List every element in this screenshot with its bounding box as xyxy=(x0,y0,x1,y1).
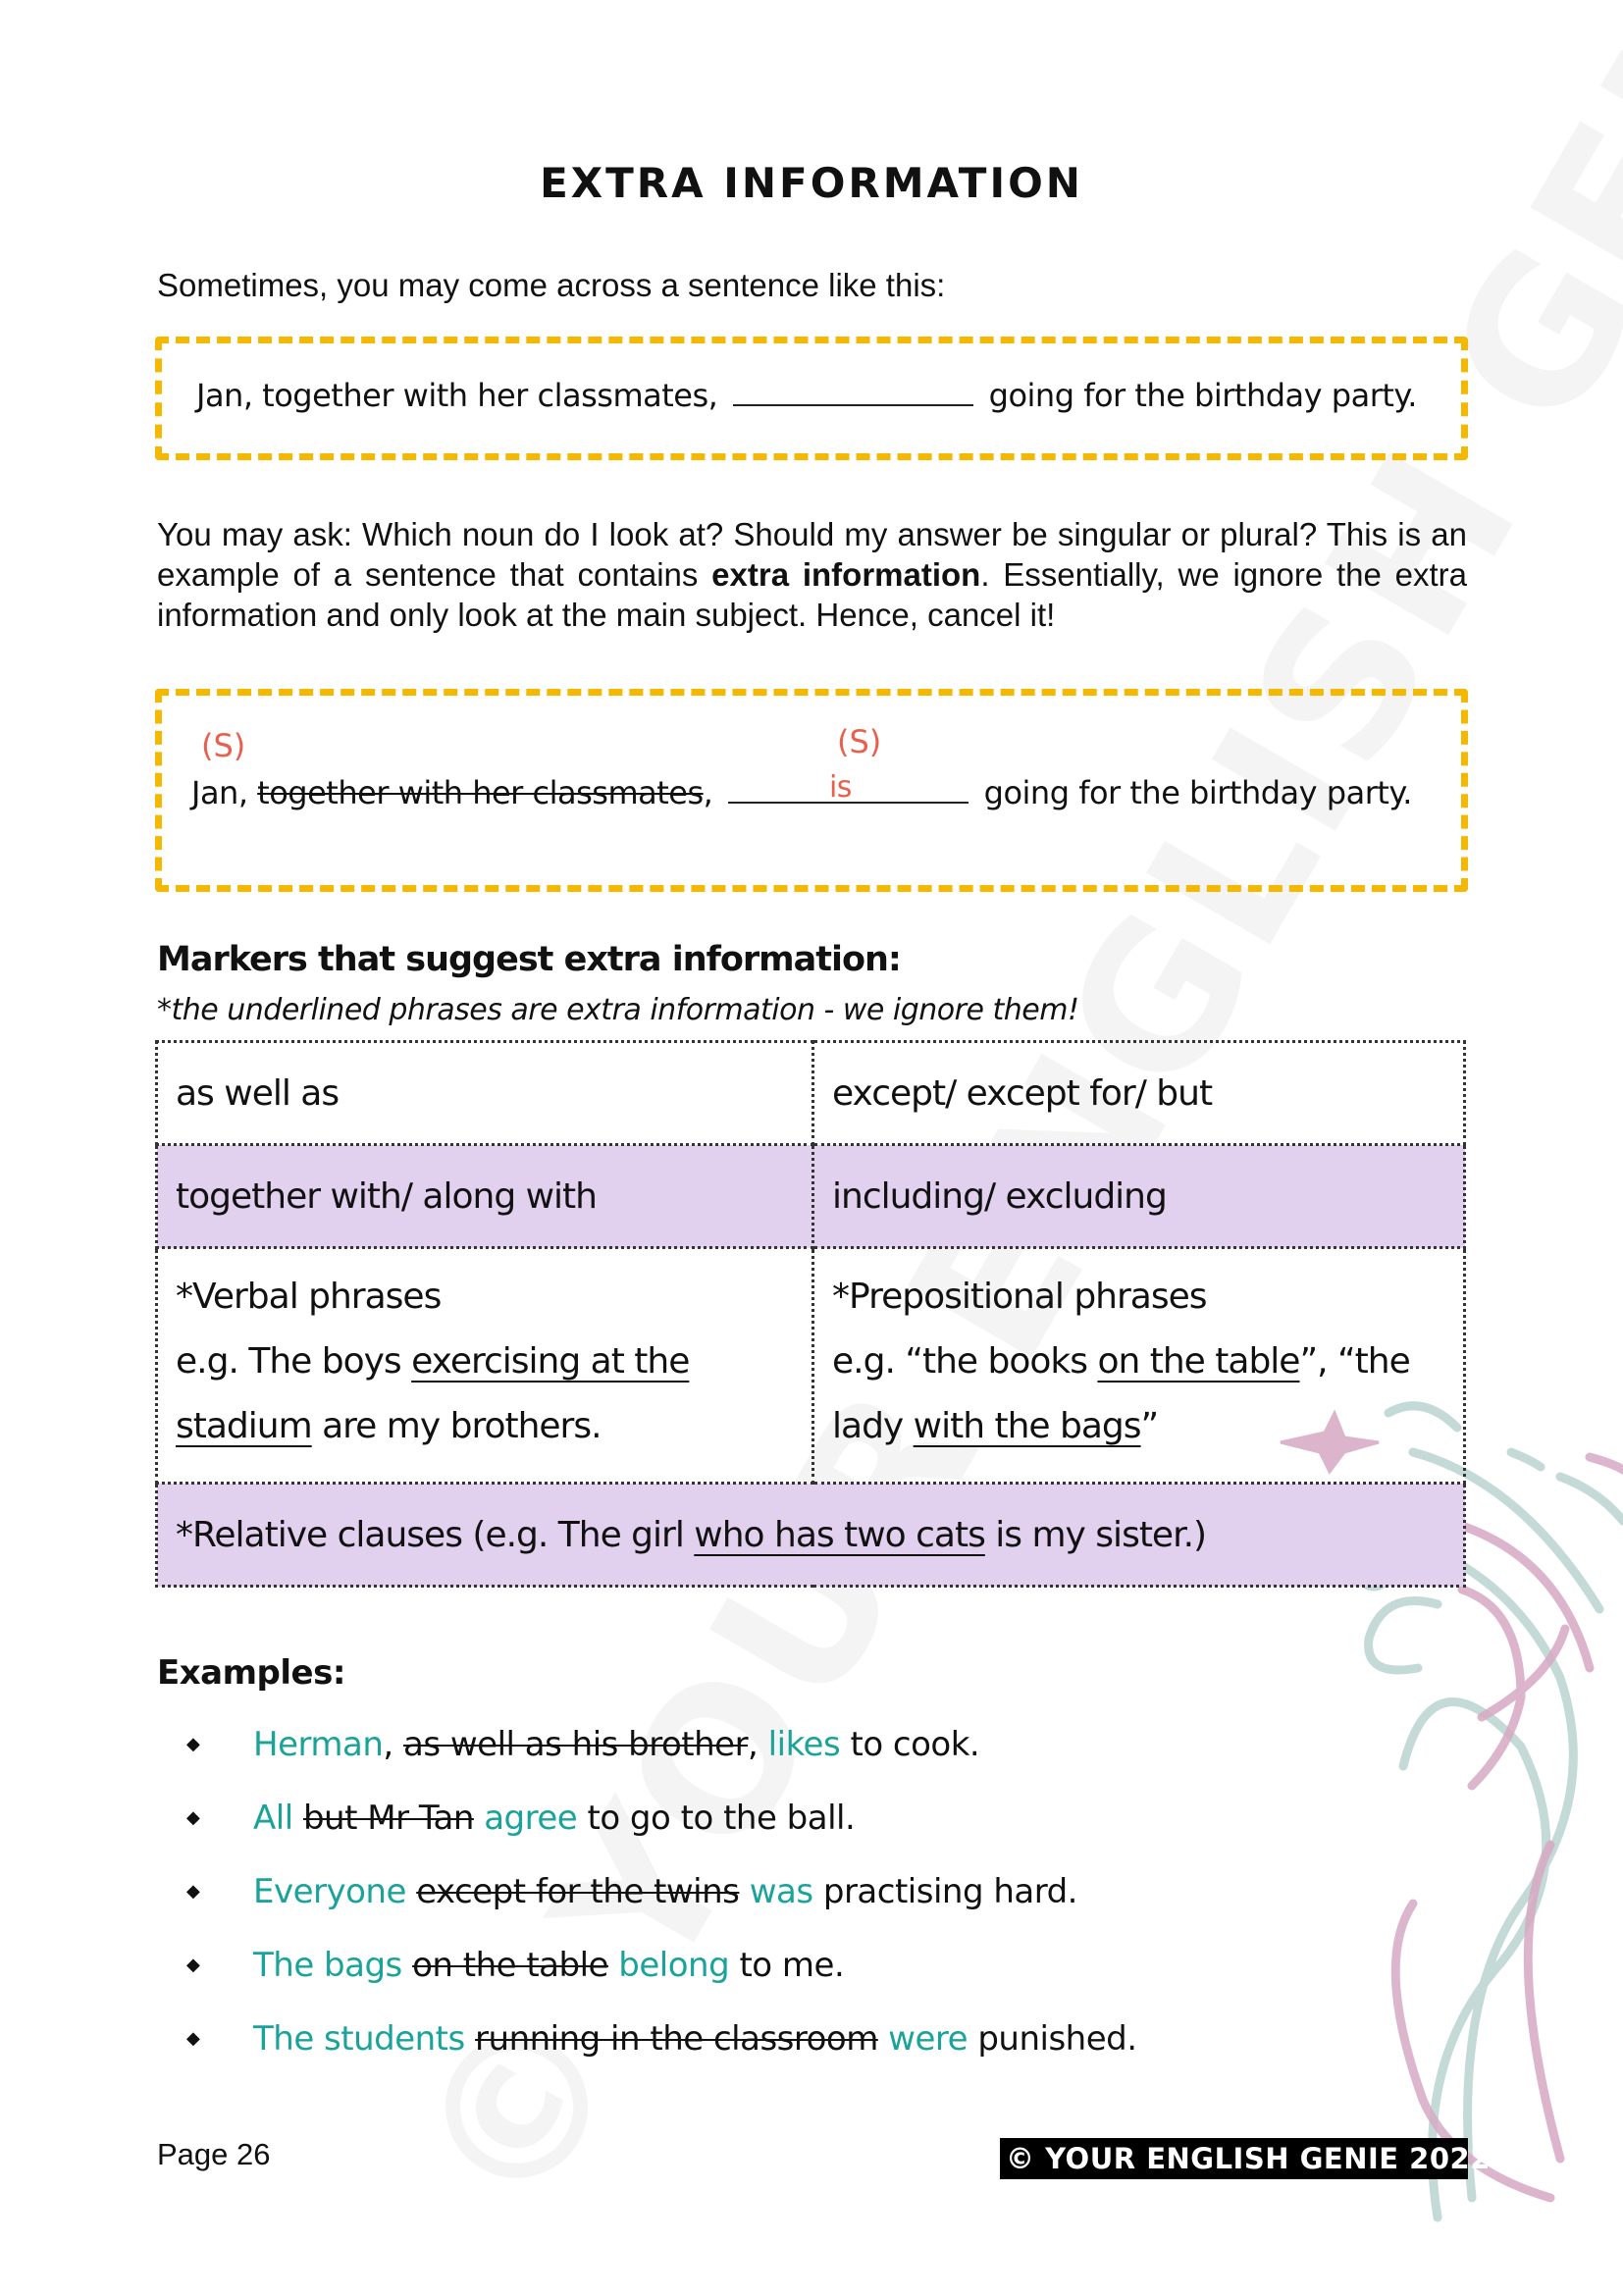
explanation-paragraph xyxy=(157,514,1467,635)
verb: was xyxy=(749,1871,813,1911)
separator xyxy=(878,2019,888,2059)
explanation-text-1: You may ask: Which noun do I look at? Should my answer be singular or plural? This is an example of a sentence that contains xyxy=(157,516,1467,593)
struck-extra-info: running in the classroom xyxy=(475,2018,878,2059)
subject-marker: (S) xyxy=(201,727,246,764)
answer-blank xyxy=(728,770,969,805)
explanation-text-2: . Essentially, we ignore the extra information and only look at the main subject. Hence, cancel it! xyxy=(157,556,1467,633)
table-cell: including/ excluding xyxy=(813,1145,1465,1248)
page-number: Page 26 xyxy=(157,2137,271,2171)
example-text: is my sister.) xyxy=(984,1514,1207,1555)
explanation-bold: extra information xyxy=(711,556,981,593)
subject: The students xyxy=(253,2018,465,2059)
markers-note: *the underlined phrases are extra information - we ignore them! xyxy=(157,993,1079,1027)
table-row xyxy=(157,1145,1465,1248)
verbal-phrases-cell xyxy=(157,1248,813,1484)
list-item xyxy=(186,1854,1137,1928)
subject: All xyxy=(253,1798,293,1838)
cell-example xyxy=(832,1330,1445,1394)
page-title: EXTRA INFORMATION xyxy=(540,159,1083,207)
struck-extra-info: as well as his brother xyxy=(403,1724,749,1764)
example-text: ” xyxy=(1140,1406,1159,1446)
verb: likes xyxy=(767,1724,841,1764)
struck-extra-info: but Mr Tan xyxy=(302,1798,474,1838)
separator xyxy=(406,1872,416,1911)
cell-example-cont xyxy=(176,1394,794,1459)
struck-extra-info: together with her classmates xyxy=(257,774,704,811)
solved-sentence-box xyxy=(155,689,1468,892)
separator xyxy=(474,1799,484,1838)
cell-title: *Prepositional phrases xyxy=(832,1277,1207,1317)
examples-list xyxy=(186,1707,1137,2075)
table-cell: as well as xyxy=(157,1042,813,1145)
table-cell: together with/ along with xyxy=(157,1145,813,1248)
underlined-phrase: with the bags xyxy=(913,1406,1141,1446)
separator xyxy=(739,1872,749,1911)
underlined-phrase: stadium xyxy=(176,1406,312,1446)
separator xyxy=(293,1799,303,1838)
sentence-start: Jan, together with her classmates, xyxy=(196,377,718,414)
example-text: e.g. “the books xyxy=(832,1341,1098,1382)
sentence-end: going for the birthday party. xyxy=(988,377,1417,414)
separator: , xyxy=(383,1724,403,1764)
subject-marker: (S) xyxy=(837,723,882,760)
answer-blank xyxy=(733,381,973,406)
example-text: ”, “the xyxy=(1299,1341,1410,1382)
cell-example xyxy=(176,1330,794,1394)
example-text: are my brothers. xyxy=(311,1406,602,1446)
copyright-banner: © YOUR ENGLISH GENIE 2022 xyxy=(1000,2138,1468,2179)
solved-sentence xyxy=(191,770,1412,811)
cell-title: *Verbal phrases xyxy=(176,1277,442,1317)
answer-word: is xyxy=(828,770,852,805)
struck-extra-info: on the table xyxy=(412,1945,608,1985)
table-row xyxy=(157,1042,1465,1145)
example-sentence xyxy=(196,377,1417,414)
diamond-bullet-icon: ◆ xyxy=(186,1734,200,1754)
list-item xyxy=(186,1781,1137,1854)
rest: to cook. xyxy=(840,1724,980,1764)
underlined-phrase: who has two cats xyxy=(694,1514,985,1555)
diamond-bullet-icon: ◆ xyxy=(186,1807,200,1828)
diamond-bullet-icon: ◆ xyxy=(186,2028,200,2049)
sentence-subject: Jan, xyxy=(191,774,248,811)
rest: to me. xyxy=(729,1945,845,1985)
subject: Herman xyxy=(253,1724,384,1764)
verb: were xyxy=(888,2018,969,2059)
example-sentence-box xyxy=(155,337,1468,460)
example-text: *Relative clauses (e.g. The girl xyxy=(176,1514,695,1555)
markers-table xyxy=(155,1040,1466,1588)
struck-extra-info: except for the twins xyxy=(416,1871,740,1911)
separator xyxy=(465,2019,475,2059)
example-text: lady xyxy=(832,1406,914,1446)
sentence-end: going for the birthday party. xyxy=(983,774,1412,811)
verb: agree xyxy=(484,1798,578,1838)
table-row xyxy=(157,1484,1465,1587)
prepositional-phrases-cell xyxy=(813,1248,1465,1484)
rest: to go to the ball. xyxy=(577,1798,856,1838)
table-cell: except/ except for/ but xyxy=(813,1042,1465,1145)
diamond-bullet-icon: ◆ xyxy=(186,1955,200,1975)
examples-heading: Examples: xyxy=(157,1653,345,1693)
rest: practising hard. xyxy=(812,1871,1077,1911)
diamond-bullet-icon: ◆ xyxy=(186,1881,200,1902)
cell-example-cont xyxy=(832,1394,1445,1459)
rest: punished. xyxy=(968,2018,1137,2059)
verb: belong xyxy=(618,1945,730,1985)
markers-heading: Markers that suggest extra information: xyxy=(157,940,901,979)
relative-clauses-cell xyxy=(157,1484,1465,1587)
underlined-phrase: on the table xyxy=(1097,1341,1300,1382)
separator: , xyxy=(748,1724,768,1764)
comma: , xyxy=(703,774,713,811)
list-item xyxy=(186,2002,1137,2075)
underlined-phrase: exercising at the xyxy=(411,1341,690,1382)
separator xyxy=(608,1946,618,1985)
list-item xyxy=(186,1707,1137,1781)
example-text: e.g. The boys xyxy=(176,1341,412,1382)
separator xyxy=(402,1946,412,1985)
subject: The bags xyxy=(253,1945,402,1985)
list-item xyxy=(186,1928,1137,2002)
table-row xyxy=(157,1248,1465,1484)
intro-text: Sometimes, you may come across a sentence like this: xyxy=(157,267,946,303)
subject: Everyone xyxy=(253,1871,406,1911)
